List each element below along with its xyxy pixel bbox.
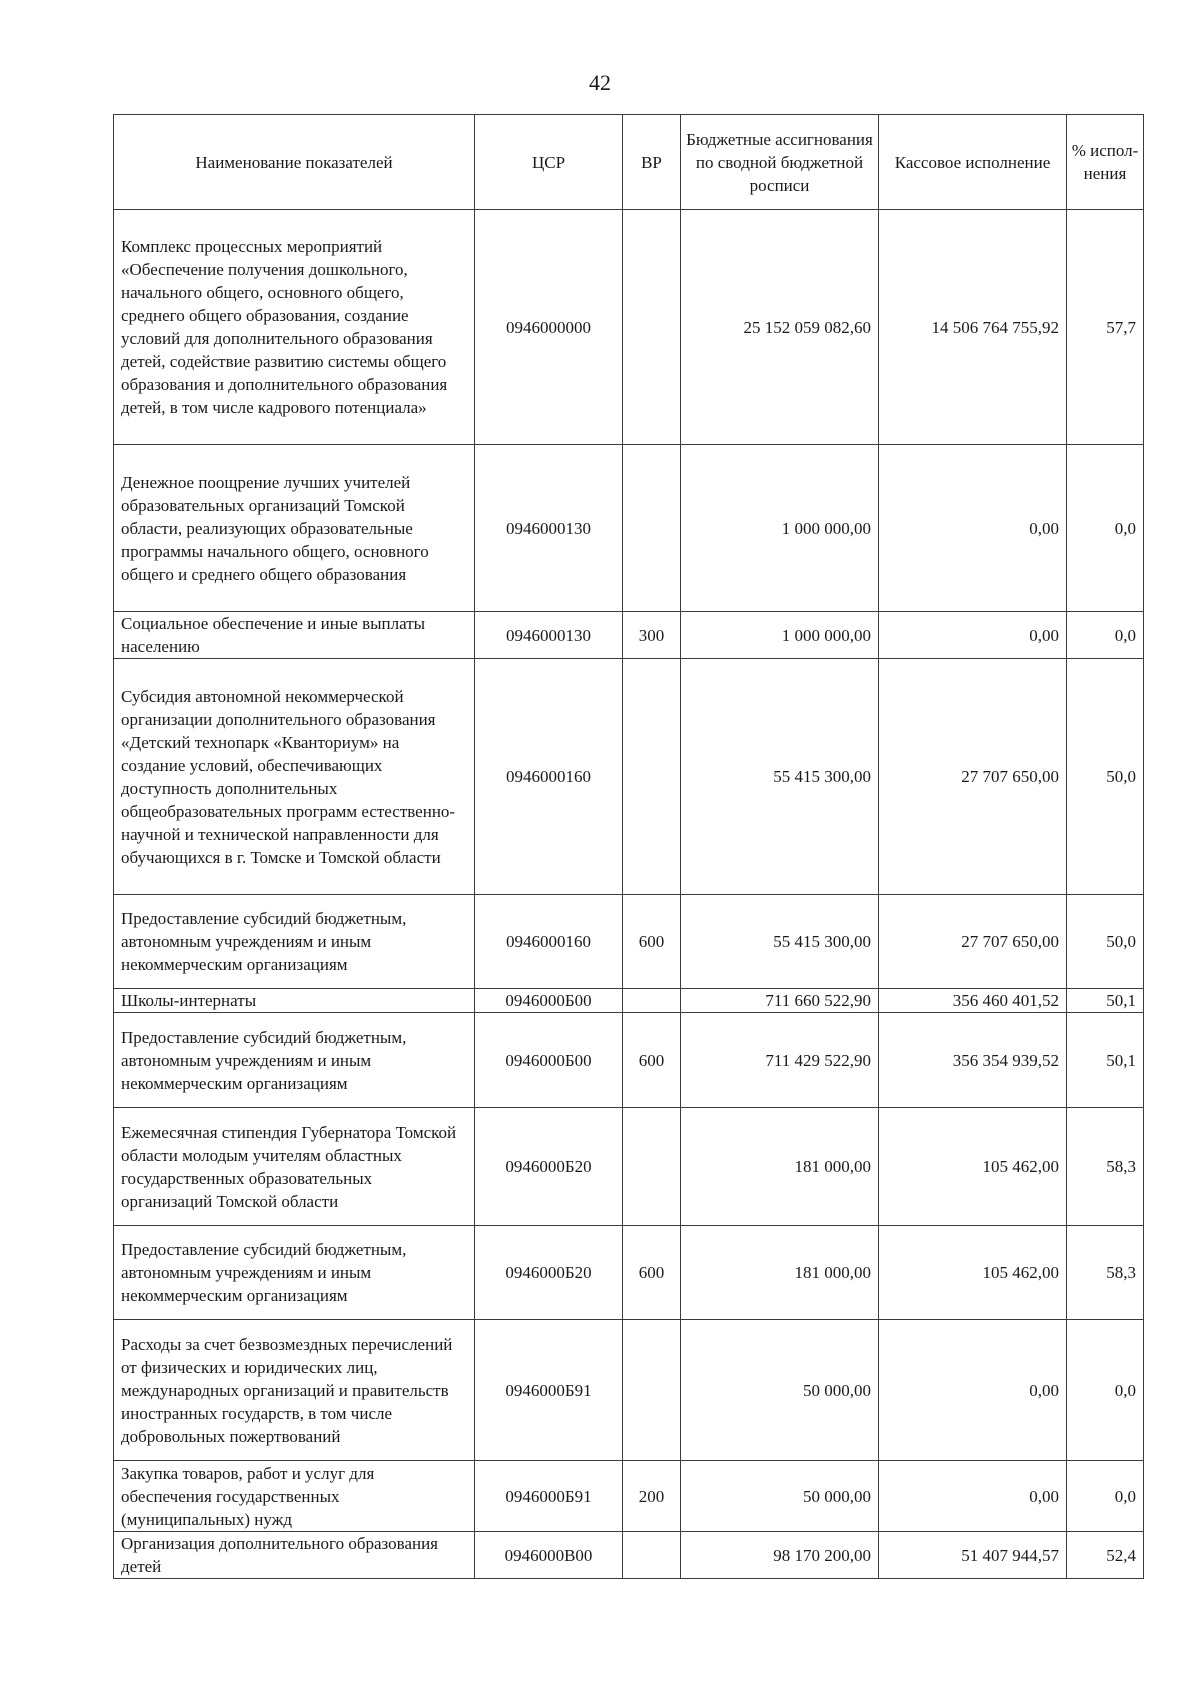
cell-percent: 0,0 — [1067, 1320, 1144, 1461]
cell-percent: 58,3 — [1067, 1226, 1144, 1320]
table-row — [114, 1320, 1144, 1461]
table-row — [114, 895, 1144, 989]
cell-budget: 55 415 300,00 — [681, 659, 879, 895]
cell-percent: 0,0 — [1067, 445, 1144, 612]
header-percent: % испол-нения — [1067, 115, 1144, 210]
cell-vr — [623, 210, 681, 445]
table-row — [114, 989, 1144, 1013]
cell-csr: 0946000Б20 — [475, 1108, 623, 1226]
table-row — [114, 1226, 1144, 1320]
cell-vr — [623, 659, 681, 895]
cell-name: Субсидия автономной некоммерческой организации дополнительного образования «Детский технопарк «Кванториум» на создание условий, обеспечивающих доступность дополнительных общеобразовательных программ естественно-научной и технической направленности для обучающихся в г. Томске и Томской области — [114, 659, 475, 895]
cell-csr: 0946000160 — [475, 659, 623, 895]
cell-csr: 0946000Б91 — [475, 1320, 623, 1461]
cell-percent: 50,1 — [1067, 1013, 1144, 1108]
cell-execution: 27 707 650,00 — [879, 659, 1067, 895]
cell-vr: 600 — [623, 1226, 681, 1320]
cell-percent: 50,0 — [1067, 659, 1144, 895]
cell-percent: 57,7 — [1067, 210, 1144, 445]
header-csr: ЦСР — [475, 115, 623, 210]
cell-execution: 51 407 944,57 — [879, 1532, 1067, 1579]
cell-vr — [623, 989, 681, 1013]
cell-csr: 0946000160 — [475, 895, 623, 989]
cell-vr: 300 — [623, 612, 681, 659]
cell-name: Предоставление субсидий бюджетным, автономным учреждениям и иным некоммерческим организациям — [114, 895, 475, 989]
table-row — [114, 612, 1144, 659]
budget-execution-table — [113, 114, 1144, 1579]
table-row — [114, 210, 1144, 445]
cell-budget: 25 152 059 082,60 — [681, 210, 879, 445]
cell-name: Предоставление субсидий бюджетным, автономным учреждениям и иным некоммерческим организациям — [114, 1013, 475, 1108]
cell-name: Денежное поощрение лучших учителей образовательных организаций Томской области, реализующих образовательные программы начального общего, основного общего и среднего общего образования — [114, 445, 475, 612]
cell-budget: 181 000,00 — [681, 1226, 879, 1320]
cell-vr — [623, 445, 681, 612]
cell-percent: 58,3 — [1067, 1108, 1144, 1226]
cell-budget: 711 429 522,90 — [681, 1013, 879, 1108]
cell-vr — [623, 1320, 681, 1461]
table-row — [114, 1013, 1144, 1108]
cell-vr: 600 — [623, 895, 681, 989]
page-number: 42 — [589, 70, 611, 95]
cell-budget: 711 660 522,90 — [681, 989, 879, 1013]
cell-execution: 0,00 — [879, 612, 1067, 659]
cell-budget: 181 000,00 — [681, 1108, 879, 1226]
header-budget: Бюджетные ассигнования по сводной бюджетной росписи — [681, 115, 879, 210]
cell-budget: 98 170 200,00 — [681, 1532, 879, 1579]
cell-name: Социальное обеспечение и иные выплаты населению — [114, 612, 475, 659]
table-row — [114, 1461, 1144, 1532]
cell-name: Организация дополнительного образования детей — [114, 1532, 475, 1579]
cell-budget: 55 415 300,00 — [681, 895, 879, 989]
cell-name: Школы-интернаты — [114, 989, 475, 1013]
cell-csr: 0946000В00 — [475, 1532, 623, 1579]
cell-csr: 0946000000 — [475, 210, 623, 445]
cell-vr — [623, 1108, 681, 1226]
cell-name: Закупка товаров, работ и услуг для обеспечения государственных (муниципальных) нужд — [114, 1461, 475, 1532]
cell-csr: 0946000Б20 — [475, 1226, 623, 1320]
cell-name: Расходы за счет безвозмездных перечислений от физических и юридических лиц, международных организаций и правительств иностранных государств, в том числе добровольных пожертвований — [114, 1320, 475, 1461]
table-row — [114, 659, 1144, 895]
cell-percent: 50,1 — [1067, 989, 1144, 1013]
header-name: Наименование показателей — [114, 115, 475, 210]
cell-execution: 356 354 939,52 — [879, 1013, 1067, 1108]
cell-name: Предоставление субсидий бюджетным, автономным учреждениям и иным некоммерческим организациям — [114, 1226, 475, 1320]
cell-csr: 0946000Б91 — [475, 1461, 623, 1532]
cell-execution: 0,00 — [879, 445, 1067, 612]
cell-percent: 50,0 — [1067, 895, 1144, 989]
cell-name: Комплекс процессных мероприятий «Обеспечение получения дошкольного, начального общего, основного общего, среднего общего образования, создание условий для дополнительного образования детей, содействие развитию системы общего образования и дополнительного образования детей, в том числе кадрового потенциала» — [114, 210, 475, 445]
cell-csr: 0946000Б00 — [475, 1013, 623, 1108]
cell-percent: 52,4 — [1067, 1532, 1144, 1579]
cell-execution: 14 506 764 755,92 — [879, 210, 1067, 445]
cell-execution: 27 707 650,00 — [879, 895, 1067, 989]
cell-csr: 0946000130 — [475, 612, 623, 659]
cell-csr: 0946000130 — [475, 445, 623, 612]
table-row — [114, 445, 1144, 612]
cell-percent: 0,0 — [1067, 1461, 1144, 1532]
cell-execution: 0,00 — [879, 1320, 1067, 1461]
cell-execution: 0,00 — [879, 1461, 1067, 1532]
header-vr: ВР — [623, 115, 681, 210]
cell-budget: 1 000 000,00 — [681, 445, 879, 612]
cell-vr: 200 — [623, 1461, 681, 1532]
cell-execution: 105 462,00 — [879, 1108, 1067, 1226]
table-header-row — [114, 115, 1144, 210]
cell-execution: 356 460 401,52 — [879, 989, 1067, 1013]
cell-budget: 50 000,00 — [681, 1320, 879, 1461]
cell-csr: 0946000Б00 — [475, 989, 623, 1013]
table-row — [114, 1532, 1144, 1579]
cell-vr: 600 — [623, 1013, 681, 1108]
header-execution: Кассовое исполнение — [879, 115, 1067, 210]
cell-name: Ежемесячная стипендия Губернатора Томской области молодым учителям областных государственных образовательных организаций Томской области — [114, 1108, 475, 1226]
cell-execution: 105 462,00 — [879, 1226, 1067, 1320]
cell-budget: 1 000 000,00 — [681, 612, 879, 659]
table-row — [114, 1108, 1144, 1226]
cell-percent: 0,0 — [1067, 612, 1144, 659]
cell-vr — [623, 1532, 681, 1579]
cell-budget: 50 000,00 — [681, 1461, 879, 1532]
